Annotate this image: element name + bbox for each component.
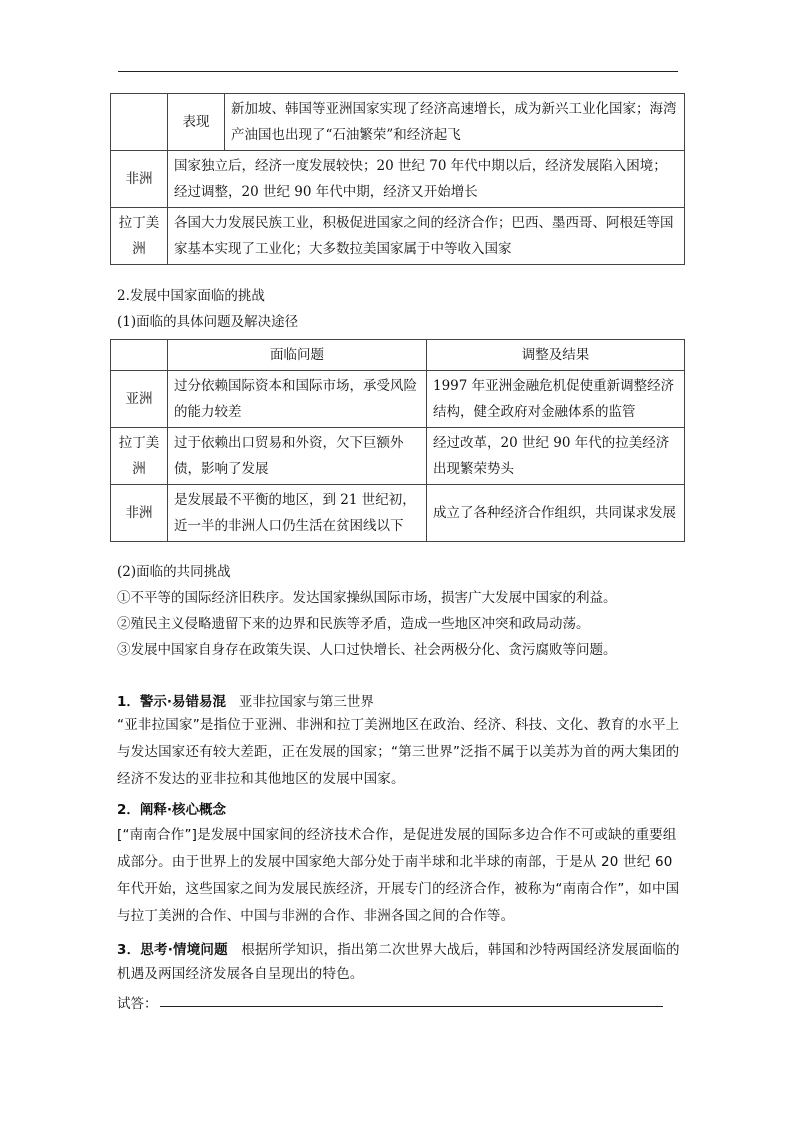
common-title: (2)面临的共同挑战	[117, 564, 231, 580]
note-3-text: 根据所学知识，指出第二次世界大战后，韩国和沙特两国经济发展面临的机遇及两国经济发展各自呈现出的特色。	[117, 942, 680, 982]
region-cell: 非洲	[111, 485, 168, 542]
note-1-heading	[117, 692, 374, 712]
problem-cell: 过分依赖国际资本和国际市场，承受风险的能力较差	[168, 371, 427, 428]
region-cell	[111, 94, 168, 151]
common-item: ②殖民主义侵略遗留下来的边界和民族等矛盾，造成一些地区冲突和政局动荡。	[117, 616, 590, 632]
result-cell: 经过改革，20 世纪 90 年代的拉美经济出现繁荣势头	[427, 428, 685, 485]
common-item: ③发展中国家自身存在政策失误、人口过快增长、社会两极分化、贪污腐败等问题。	[117, 642, 617, 658]
content-cell: 新加坡、韩国等亚洲国家实现了经济高速增长，成为新兴工业化国家；海湾产油国也出现了“石油繁荣”和经济起飞	[225, 94, 685, 151]
table-row	[111, 371, 685, 428]
sub-label-cell: 表现	[168, 94, 225, 151]
table-row	[111, 208, 685, 265]
table-header-row	[111, 340, 685, 371]
note-1-topic: 亚非拉国家与第三世界	[238, 694, 374, 710]
subsection-title: (1)面临的具体问题及解决途径	[117, 314, 299, 330]
header-cell: 面临问题	[168, 340, 427, 371]
section-title: 2.发展中国家面临的挑战	[117, 288, 265, 304]
problem-cell: 过于依赖出口贸易和外资，欠下巨额外债，影响了发展	[168, 428, 427, 485]
common-item: ①不平等的国际经济旧秩序。发达国家操纵国际市场，损害广大发展中国家的利益。	[117, 590, 617, 606]
note-1-label: 1．警示·易错易混	[117, 694, 227, 710]
result-cell: 1997 年亚洲金融危机促使重新调整经济结构，健全政府对金融体系的监管	[427, 371, 685, 428]
note-2-text: [“南南合作”]是发展中国家间的经济技术合作，是促进发展的国际多边合作不可或缺的重要组成部分。由于世界上的发展中国家绝大部分处于南半球和北半球的南部，于是从 20 世纪 60 年代开始，这些国家之间为发展民族经济，开展专门的经济合作，被称为“南南合作”，如中国与拉丁美洲的合作、中国与非洲的合作、非洲各国之间的合作等。	[117, 827, 680, 924]
region-cell: 亚洲	[111, 371, 168, 428]
note-1-text: “亚非拉国家”是指位于亚洲、非洲和拉丁美洲地区在政治、经济、科技、文化、教育的水平上与发达国家还有较大差距，正在发展的国家；“第三世界”泛指不属于以美苏为首的两大集团的经济不发达的亚非拉和其他地区的发展中国家。	[117, 717, 680, 787]
table-row	[111, 428, 685, 485]
answer-label: 试答：	[117, 996, 158, 1012]
development-table	[110, 93, 685, 265]
note-2-label: 2．阐释·核心概念	[117, 802, 227, 818]
answer-line[interactable]	[160, 1006, 663, 1007]
header-cell	[111, 340, 168, 371]
header-cell: 调整及结果	[427, 340, 685, 371]
header-rule	[118, 71, 678, 72]
content-cell: 国家独立后，经济一度发展较快；20 世纪 70 年代中期以后，经济发展陷入困境；经过调整，20 世纪 90 年代中期，经济又开始增长	[168, 151, 685, 208]
table-row	[111, 94, 685, 151]
challenges-table	[110, 339, 685, 542]
result-cell: 成立了各种经济合作组织，共同谋求发展	[427, 485, 685, 542]
region-cell: 拉丁美洲	[111, 428, 168, 485]
note-3-block	[117, 938, 683, 986]
table-row	[111, 151, 685, 208]
note-2-heading	[117, 800, 226, 820]
content-cell: 各国大力发展民族工业，积极促进国家之间的经济合作；巴西、墨西哥、阿根廷等国家基本实现了工业化；大多数拉美国家属于中等收入国家	[168, 208, 685, 265]
region-cell: 非洲	[111, 151, 168, 208]
problem-cell: 是发展最不平衡的地区，到 21 世纪初，近一半的非洲人口仍生活在贫困线以下	[168, 485, 427, 542]
note-3-label: 3．思考·情境问题	[117, 942, 228, 958]
region-cell: 拉丁美洲	[111, 208, 168, 265]
table-row	[111, 485, 685, 542]
